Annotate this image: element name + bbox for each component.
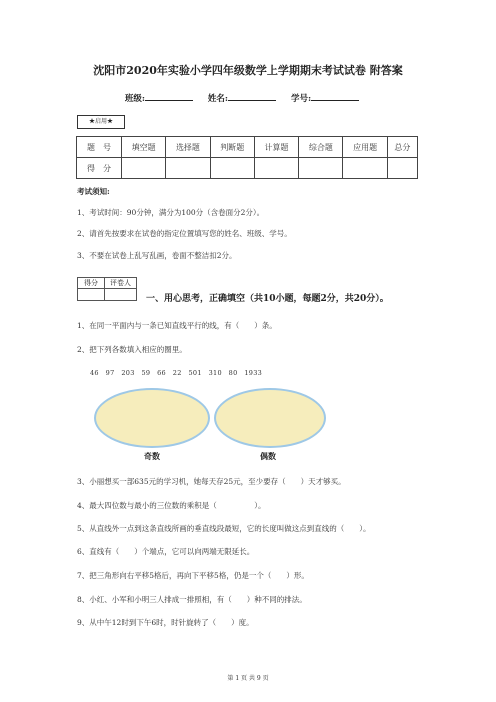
table-header-cell: 计算题 (254, 137, 298, 158)
odd-label: 奇数 (144, 451, 160, 461)
number-list: 46 97 203 59 66 22 501 310 80 1933 (90, 369, 263, 377)
class-label: 班级: (124, 94, 145, 104)
grader-score-label: 得分 (78, 278, 105, 289)
score-cell[interactable] (122, 158, 166, 179)
page-footer: 第 1 页 共 9 页 (227, 675, 269, 682)
grader-name-label: 评卷人 (105, 278, 136, 289)
note-item: 3、不要在试卷上乱写乱画，卷面不整洁扣2分。 (77, 251, 237, 260)
table-header-cell: 判断题 (210, 137, 254, 158)
name-label: 姓名: (207, 94, 229, 104)
id-label: 学号: (291, 94, 312, 104)
table-header-cell: 总分 (387, 137, 417, 158)
page-title: 沈阳市2020年实验小学四年级数学上学期期末考试试卷 附答案 (93, 64, 403, 77)
table-header-cell: 应用题 (343, 137, 387, 158)
score-row-label: 得 分 (77, 158, 122, 179)
even-label: 偶数 (260, 451, 276, 461)
divider (104, 288, 105, 300)
score-cell[interactable] (210, 158, 254, 179)
score-table (76, 136, 418, 179)
question-7: 7、把三角形向右平移5格后，再向下平移5格，仍是一个（ ）形。 (77, 571, 309, 580)
name-field[interactable] (228, 92, 276, 101)
score-cell[interactable] (343, 158, 387, 179)
notes-title: 考试须知: (77, 187, 110, 196)
score-cell[interactable] (166, 158, 210, 179)
student-info-line (0, 92, 496, 104)
score-cell[interactable] (387, 158, 417, 179)
note-item: 2、请首先按要求在试卷的指定位置填写您的姓名、班级、学号。 (77, 229, 292, 238)
question-6: 6、直线有（ ）个端点，它可以向两端无限延长。 (77, 547, 255, 556)
id-field[interactable] (311, 92, 359, 101)
class-field[interactable] (145, 92, 193, 101)
score-cell[interactable] (254, 158, 298, 179)
note-item: 1、考试时间：90分钟，满分为100分（含卷面分2分）。 (77, 208, 265, 217)
grader-box (77, 277, 137, 301)
table-header-cell: 填空题 (122, 137, 166, 158)
question-9: 9、从中午12时到下午6时，时针旋转了（ ）度。 (77, 618, 254, 627)
question-5: 5、从直线外一点到这条直线所画的垂直线段最短，它的长度叫做这点到直线的（ ）。 (77, 524, 371, 533)
question-8: 8、小红、小军和小明三人排成一排照相，有（ ）种不同的排法。 (77, 595, 307, 604)
question-4: 4、最大四位数与最小的三位数的乘积是（ ）。 (77, 501, 266, 510)
table-header-cell: 综合题 (299, 137, 343, 158)
score-cell[interactable] (299, 158, 343, 179)
section-heading: 一、用心思考，正确填空（共10小题，每题2分，共20分）。 (146, 294, 389, 304)
table-row (77, 137, 418, 158)
question-1: 1、在同一平面内与一条已知直线平行的线，有（ ）条。 (77, 321, 277, 330)
odd-number-circle[interactable] (94, 388, 210, 448)
question-3: 3、小丽想买一部635元的学习机，她每天存25元，至少要存（ ）天才够买。 (77, 477, 346, 486)
confidential-stamp: ★启用★ (77, 115, 125, 129)
table-header-cell: 选择题 (166, 137, 210, 158)
table-row (77, 158, 418, 179)
question-2: 2、把下列各数填入相应的圈里。 (77, 345, 187, 354)
table-header-cell: 题 号 (77, 137, 122, 158)
even-number-circle[interactable] (214, 388, 326, 448)
